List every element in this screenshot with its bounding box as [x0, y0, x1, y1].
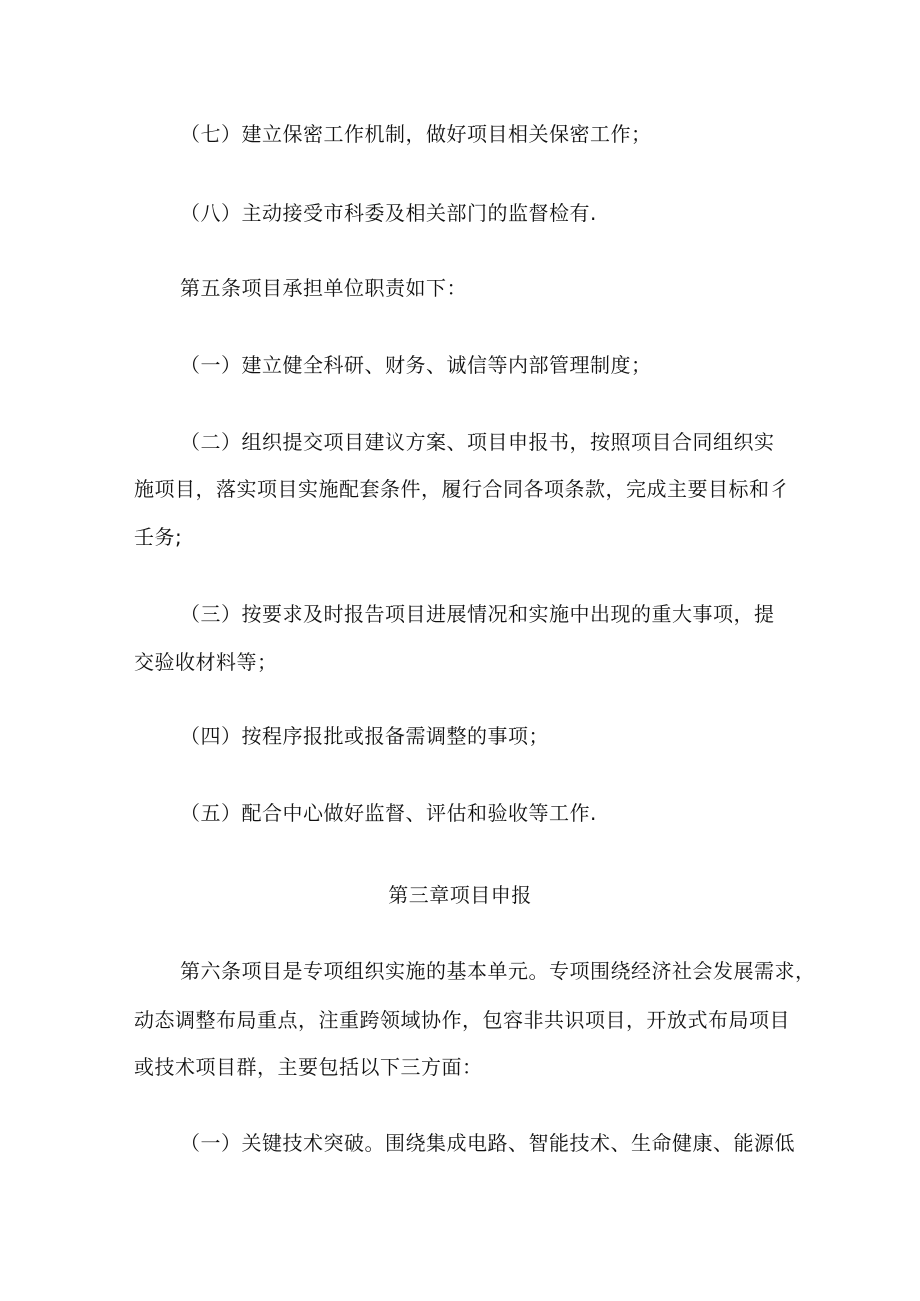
article-6-item-1: （一）关键技术突破。围绕集成电路、智能技术、生命健康、能源低: [180, 1131, 795, 1155]
article-5-item-3-line-1: （三）按要求及时报告项目进展情况和实施中出现的重大事项，提: [180, 602, 775, 626]
article-5-item-2-line-1: （二）组织提交项目建议方案、项目申报书，按照项目合同组织实: [180, 430, 775, 454]
chapter-3-title: 第三章项目申报: [388, 883, 532, 907]
clause-7: （七）建立保密工作机制，做好项目相关保密工作；: [180, 122, 652, 146]
article-5-item-4: （四）按程序报批或报备需调整的事项；: [180, 724, 549, 748]
article-5-item-1: （一）建立健全科研、财务、诚信等内部管理制度；: [180, 353, 652, 377]
article-5-item-2-line-3: 壬务;: [134, 525, 183, 549]
article-5-heading: 第五条项目承担单位职责如下：: [180, 276, 467, 300]
article-5-item-3-line-2: 交验收材料等；: [134, 650, 278, 674]
article-6-line-2: 动态调整布局重点，注重跨领域协作，包容非共识项目，开放式布局项目: [134, 1008, 790, 1032]
article-5-item-2-line-2: 施项目，落实项目实施配套条件，履行合同各项条款，完成主要目标和彳: [134, 477, 790, 501]
article-5-item-5: （五）配合中心做好监督、评估和验收等工作.: [180, 801, 597, 825]
article-6-line-1: 第六条项目是专项组织实施的基本单元。专项围绕经济社会发展需求，: [180, 959, 816, 983]
clause-8: （八）主动接受市科委及相关部门的监督检有.: [180, 201, 597, 225]
article-6-line-3: 或技术项目群，主要包括以下三方面：: [134, 1055, 483, 1079]
